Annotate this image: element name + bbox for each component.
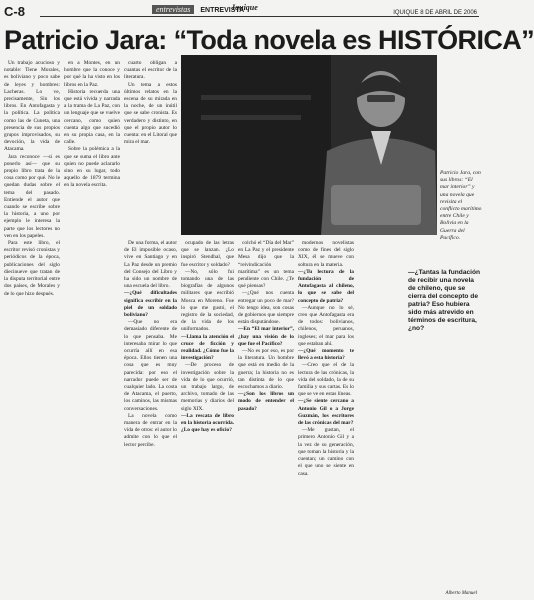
article-paragraph: —Que no era demasiado diferente de lo que pensaba. Me interesaba mirar lo que ocurría allí en esa época. Ellos tienen una cosa que es muy parecida: por eso el narrador puede ser de cualquier lado. La costa de Atacama, el puerto, los caminos, las mismas conversaciones. [124,319,177,412]
article-paragraph: —¿Qué dificultades significa escribir en la piel de un soldado boliviano? [124,290,177,319]
article-paragraph: —¿Qué momento te llevó a esta historia? [298,348,354,362]
article-paragraph: —Aunque no lo sé, creo que Antofagasta era de todos: bolivianos, chilenos, peruanos, ingleses; el mar para los que estaban ahí. [298,304,354,347]
article-paragraph: —¿Son los libros un modo de entender el pasado? [238,391,294,412]
section-name: entrevistas [152,5,194,14]
article-paragraph: colchó el “Día del Mar” en La Paz y el presidente Mesa dijo que la “reivindicación marítima” es un tema pendiente con Chile. ¿Te qué piensas? [238,240,294,290]
article-paragraph: en a Montes, en un hombre que la conoce y por qué la ha visto en los libros en la Paz. [64,60,120,88]
article-paragraph: Para este libro, el escritor revisó cronistas y periódicos de la época, publicaciones del siglo diecinueve que tratan de la disputa territorial entre dos países, de Morales y de lo que hizo después. [4,240,60,297]
masthead: Iquique [232,3,258,12]
article-column-6 [238,240,294,592]
article-paragraph: ocupado de las letras que se lanzan. ¿Lo inspiró Stendhal, que fue escritor y soldado? [181,240,234,268]
article-paragraph: —¿Qué nos cuenta entregar un poco de mar? No tengo idea, son cosas de gobiernos que siempre están disputándose. [238,290,294,326]
article-paragraph: —La rescata de libro en la historia ocurrida. ¿Lo que hay es oficio? [181,412,234,434]
article-paragraph: De una forma, el autor de El imposible ocaso, vive en Santiago y en La Paz desde un premio del Consejo del Libro y ha sido un nombre de una escuela del libro. [124,240,177,290]
article-column-7 [298,240,354,592]
photo-caption: Patricio Jara, con sus libros: “El mar interior” y una novela que revisita el conflicto marítimo entre Chile y Bolivia en la Guerra del Pacífico. [440,170,482,241]
section-sub: ENTREVISTA [200,7,245,14]
pull-quote: —¿Tantas la fundación de recibir una novela de chileno, que se cierra del concepto de patria? Eso hubiera sido más atrevido en términos de escritura, ¿no? [408,269,481,332]
article-paragraph: modernos novelistas como de fines del siglo XIX, él se mueve con soltura en la materia. [298,240,354,268]
article-paragraph: Un tema a estos últimos relatos en la escena de su mirada en la noche, de un inútil que se sabe cronista. Es verdadero y distinto, en que el propio autor lo cuenta: en el Litoral que mira el mar. [124,81,177,146]
article-paragraph: Un trabajo acucioso y notable: Tiene Morales, es boliviano y poco sabe de leyes y hombres: Lacheras. Lo ve, precisamente, Sin los libros. En Antofagasta y la política. La política como las de Cuneta, una presencia de sus propios grupos improvisados, su devoción, la vida de Atacama. [4,60,60,153]
article-paragraph: —Creo que el de la lectura de las crónicas, la vida del soldado, la de su familia y sus cartas. Es lo que se ve en estas líneas. [298,362,354,398]
article-paragraph: —En “El mar interior”, ¿hay una visión de lo que fue el Pacífico? [238,326,294,347]
article-paragraph: cuarto obligan a cuantas el escritor de la literatura. [124,60,177,81]
article-paragraph: —Llama la atención el cruce de ficción y realidad. ¿Cómo fue la investigación? [181,333,234,362]
photo-credit: Alberto Manuel [445,591,477,596]
article-paragraph: Jara reconoce —si es ponerlo así— que su propio libro trata de la cosa como por qué. No le quedan dudas sobre el tema del pasado. Entiende el autor que cuando se escribe sobre la historia, a uno por ejemplo le interesa la parte que los lectores no ven en los papeles. [4,153,60,239]
article-paragraph: —¿Tu lectura de la fundación de Antofagasta al chileno, lo que se sabe del concepto de patria? [298,268,354,304]
section-label [152,5,244,14]
article-paragraph: —Me gustan, el primero Antonio Gil y a la vez de su generación, que toman la historia y la cuentan; un camino con el que uno se siente en casa. [298,427,354,477]
article-paragraph: —No, sólo fui tomando una de las biografías de algunos militares que escribió Mosca en Moreno. Fue lo que me gustó, el registro de la sociedad, de la vida de los uniformados. [181,268,234,333]
article-paragraph: La novela como manera de entrar en la vida de otros: el autor lo admite con lo que el lector percibe. [124,412,177,448]
article-paragraph: Historia recuerda una que está vivida y narrada a la trama de La Paz, con un lenguaje que se vuelve cercano, como quien cuenta algo que sucedió en su propia casa, en la calle. [64,88,120,146]
page-number: C-8 [4,4,25,19]
dateline: IQUIQUE 8 DE ABRIL DE 2006 [393,10,477,16]
article-column-2 [64,60,120,192]
article-column-3 [124,60,177,236]
author-photo [181,55,437,235]
top-rule [40,16,479,17]
article-column-5 [181,240,234,592]
article-paragraph: Sobre la polémica a la que se suma el libro ante quien no puede aclararlo sino en su lugar, todo aquello de 1879 termina en la novela escrita. [64,146,120,189]
article-column-4 [124,240,177,592]
article-paragraph: —¿Se siente cercano a Antonio Gil o a Jorge Guzmán, los escritores de las crónicas del mar? [298,398,354,427]
author-portrait [181,55,437,235]
article-paragraph: —No es por eso, es por la literatura. Un hombre que está en medio de la guerra; la historia no es tan distinta de lo que escuchamos a diario. [238,348,294,391]
article-column-1 [4,60,60,297]
article-paragraph: —De proceso de investigación sobre la vida de lo que ocurrió, un trabajo largo, de archivo, tomado de las memorias y diarios del siglo XIX. [181,362,234,412]
headline: Patricio Jara: “Toda novela es HISTÓRICA” [4,25,534,55]
